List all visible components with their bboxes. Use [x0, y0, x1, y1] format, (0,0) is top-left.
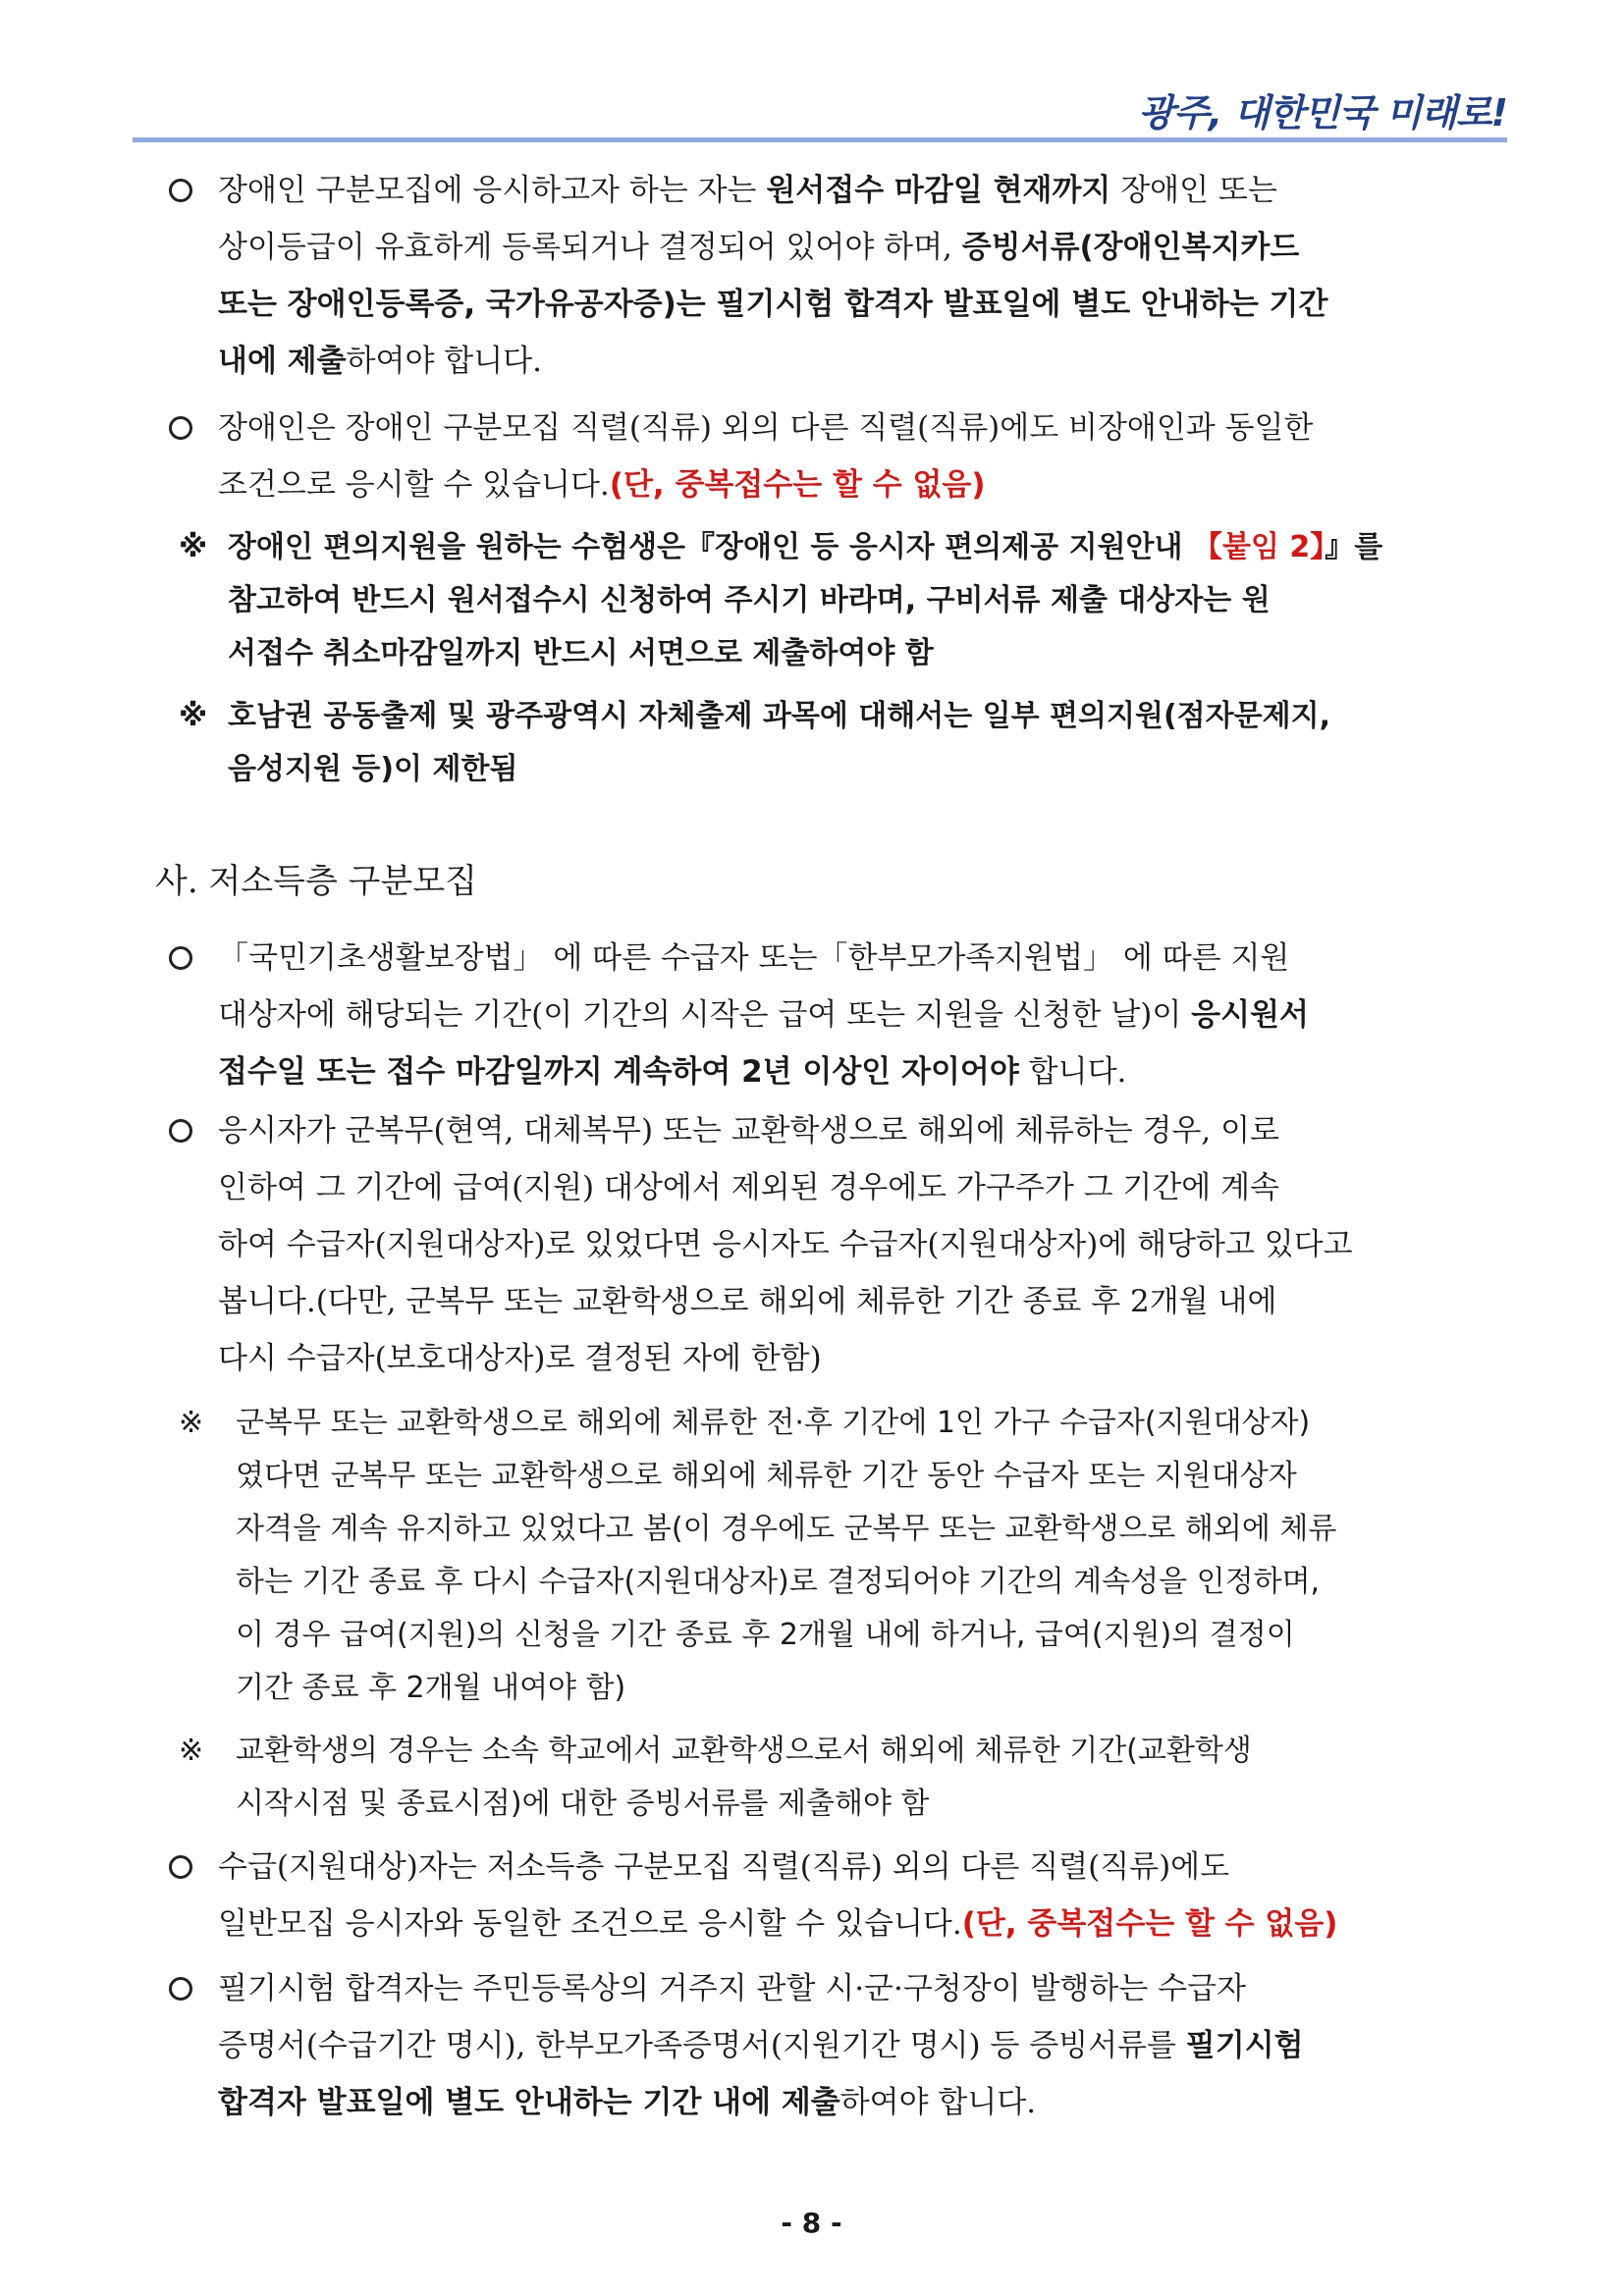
text-line: 증명서(수급기간 명시), 한부모가족증명서(지원기간 명시) 등 증빙서류를 필기시험: [218, 2028, 1304, 2063]
circle-bullet-icon: [169, 1855, 192, 1879]
text-line: 인하여 그 기간에 급여(지원) 대상에서 제외된 경우에도 가구주가 그 기간에 계속: [218, 1170, 1279, 1205]
text-line: 호남권 공동출제 및 광주광역시 자체출제 과목에 대해서는 일부 편의지원(점자문제지,: [228, 699, 1330, 733]
reference-mark-icon: ※: [179, 1734, 204, 1768]
circle-bullet-icon: [169, 179, 192, 202]
text-line: 장애인 구분모집에 응시하고자 하는 자는 원서접수 마감일 현재까지 장애인 또는: [218, 173, 1277, 208]
text-line: 하는 기간 종료 후 다시 수급자(지원대상자)로 결정되어야 기간의 계속성을 인정하며,: [236, 1565, 1321, 1599]
text-line: 봅니다.(다만, 군복무 또는 교환학생으로 해외에 체류한 기간 종료 후 2개월 내에: [218, 1284, 1277, 1319]
header-logo: 광주, 대한민국 미래로!: [1138, 91, 1507, 134]
header-divider: [133, 137, 1507, 142]
text-line: 일반모집 응시자와 동일한 조건으로 응시할 수 있습니다.(단, 중복접수는 할 수 없음): [218, 1906, 1338, 1942]
text-line: 상이등급이 유효하게 등록되거나 결정되어 있어야 하며, 증빙서류(장애인복지카드: [218, 230, 1300, 265]
text-line: 장애인 편의지원을 원하는 수험생은『장애인 등 응시자 편의제공 지원안내 【붙임 2】』를: [228, 530, 1383, 564]
text-line: 자격을 계속 유지하고 있었다고 봄(이 경우에도 군복무 또는 교환학생으로 해외에 체류: [236, 1512, 1337, 1546]
circle-bullet-icon: [169, 1977, 192, 2001]
text-line: 「국민기초생활보장법」 에 따른 수급자 또는「한부모가족지원법」 에 따른 지원: [218, 940, 1290, 976]
text-line: 합격자 발표일에 별도 안내하는 기간 내에 제출하여야 합니다.: [218, 2085, 1037, 2120]
text-line: 또는 장애인등록증, 국가유공자증)는 필기시험 합격자 발표일에 별도 안내하는 기간: [218, 287, 1328, 322]
text-line: 접수일 또는 접수 마감일까지 계속하여 2년 이상인 자이어야 합니다.: [218, 1054, 1127, 1090]
text-line: 서접수 취소마감일까지 반드시 서면으로 제출하여야 함: [228, 636, 934, 670]
text-line: 군복무 또는 교환학생으로 해외에 체류한 전·후 기간에 1인 가구 수급자(지원대상자): [236, 1406, 1311, 1440]
text-line: 시작시점 및 종료시점)에 대한 증빙서류를 제출해야 함: [236, 1787, 930, 1821]
text-line: 교환학생의 경우는 소속 학교에서 교환학생으로서 해외에 체류한 기간(교환학생: [236, 1734, 1252, 1768]
reference-mark-icon: ※: [179, 1406, 204, 1440]
text-line: 필기시험 합격자는 주민등록상의 거주지 관할 시·군·구청장이 발행하는 수급자: [218, 1971, 1246, 2006]
reference-mark-icon: ※: [179, 530, 208, 564]
section-heading: 사. 저소득층 구분모집: [155, 862, 478, 901]
circle-bullet-icon: [169, 946, 192, 970]
text-line: 이 경우 급여(지원)의 신청을 기간 종료 후 2개월 내에 하거나, 급여(지원)의 결정이: [236, 1618, 1295, 1652]
text-line: 였다면 군복무 또는 교환학생으로 해외에 체류한 기간 동안 수급자 또는 지원대상자: [236, 1459, 1297, 1493]
circle-bullet-icon: [169, 416, 192, 440]
page-number: - 8 -: [781, 2207, 842, 2239]
text-line: 응시자가 군복무(현역, 대체복무) 또는 교환학생으로 해외에 체류하는 경우, 이로: [218, 1113, 1279, 1148]
text-line: 조건으로 응시할 수 있습니다.(단, 중복접수는 할 수 없음): [218, 467, 986, 503]
text-line: 내에 제출하여야 합니다.: [218, 344, 542, 379]
circle-bullet-icon: [169, 1119, 192, 1143]
text-line: 하여 수급자(지원대상자)로 있었다면 응시자도 수급자(지원대상자)에 해당하고 있다고: [218, 1227, 1353, 1262]
text-line: 장애인은 장애인 구분모집 직렬(직류) 외의 다른 직렬(직류)에도 비장애인과 동일한: [218, 410, 1314, 446]
text-line: 참고하여 반드시 원서접수시 신청하여 주시기 바라며, 구비서류 제출 대상자는 원: [228, 583, 1271, 617]
text-line: 기간 종료 후 2개월 내여야 함): [236, 1671, 626, 1705]
reference-mark-icon: ※: [179, 699, 208, 733]
text-line: 대상자에 해당되는 기간(이 기간의 시작은 급여 또는 지원을 신청한 날)이 응시원서: [218, 997, 1309, 1033]
text-line: 수급(지원대상)자는 저소득층 구분모집 직렬(직류) 외의 다른 직렬(직류)에도: [218, 1849, 1230, 1885]
text-line: 다시 수급자(보호대상자)로 결정된 자에 한함): [218, 1341, 822, 1376]
text-line: 음성지원 등)이 제한됨: [228, 752, 518, 786]
